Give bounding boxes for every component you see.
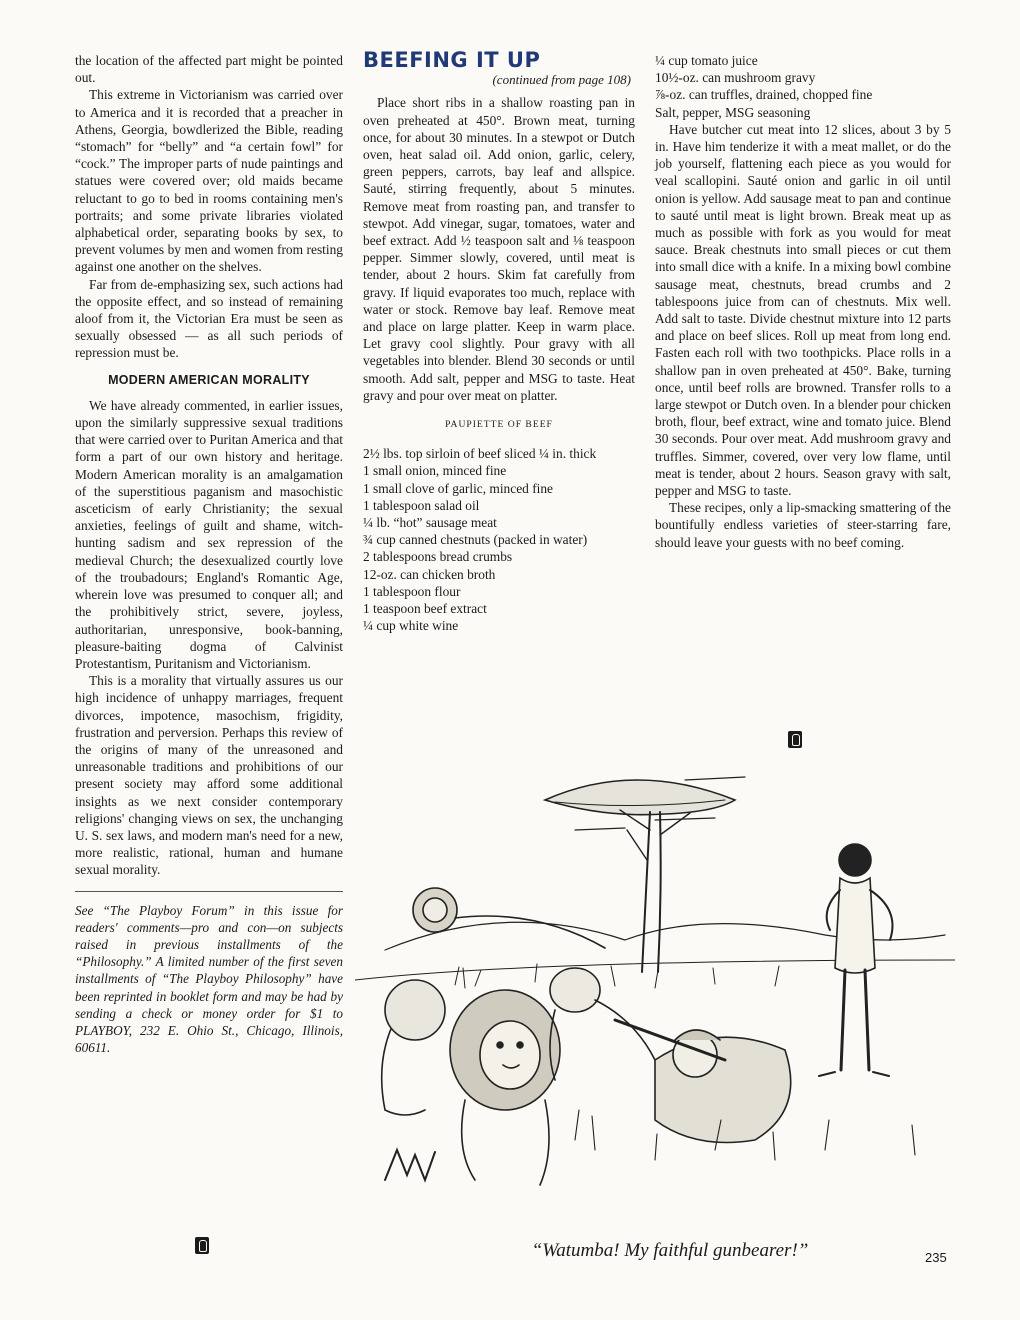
paragraph: We have already commented, in earlier issues, upon the similarly suppressive sexual traditions that were carried over to Puritan America and that form a part of our own history and heritage. Modern American morality is an amalgamation of the superstitious paganism and masochistic asceticism of early Christianity; the sexual anxieties, feelings of guilt and shame, witch-hunting sadism and sex repression of the medieval Church; the desexualized courtly love of the troubadours; England's Romantic Age, wherein love was presumed to conquer all; and the prohibitively strict, severe, joyless, authoritarian, unresponsive, book-banning, pleasure-baiting dogma of Calvinist Protestantism, Puritanism and Victorianism. [75,397,343,671]
divider [75,891,343,892]
paragraph: These recipes, only a lip-smacking smattering of the bountifully endless varieties of steer-starring fare, should leave your guests with no beef coming. [655,500,951,550]
paragraph: This extreme in Victorianism was carried over to America and it is recorded that a preacher in Athens, Georgia, bowdlerized the Bible, reading “stomach” for “belly” and “a certain fowl” for “cock.” The improper parts of nude paintings and statues were covered over; old maids became reluctant to go to bed in rooms containing men's portraits; and some private libraries violated alphabetical order, separating books by sex, to prevent volumes by men and women from resting against one another on the shelves. [75,87,343,275]
ingredient-list [363,445,635,634]
column-philosophy [75,52,343,1056]
ingredient: 2½ lbs. top sirloin of beef sliced ¼ in. thick [363,446,597,462]
ingredient-list [655,52,951,121]
ingredient: ¼ cup white wine [363,618,459,634]
cartoon-illustration [355,760,955,1230]
ingredient: ¼ cup tomato juice [655,53,758,68]
section-heading: MODERN AMERICAN MORALITY [108,372,310,387]
paragraph: Have butcher cut meat into 12 slices, about 3 by 5 in. Have him tenderize it with a meat mallet, or do the job yourself, flattening each piece as you would for veal scallopini. Sauté onion and garlic in oil until onion is yellow. Add sausage meat to pan and continue to sauté until meat is light brown. Break meat up as much as possible with fork as you would for meat sauce. Break chestnuts into small pieces or cut them into small dice with a knife. In a mixing bowl combine sausage meat, chestnuts, bread crumbs and 2 tablespoons juice from can of chestnuts. Mix well. Add salt to taste. Divide chestnut mixture into 12 parts and place on beef slices. Roll up meat from long end. Fasten each roll with two toothpicks. Place rolls in a shallow pan in oven preheated at 450°. Bake, turning once, until beef rolls are browned. Transfer rolls to a large stewpot or Dutch oven. In a blender pour chicken broth, flour, beef extract, wine and tomato juice. Blend 30 seconds. Pour over meat. Add mushroom gravy and truffles. Simmer, covered, over very low flame, until meat is tender, about 2 hours. Season gravy with salt, pepper and MSG to taste. [655,121,951,499]
cartoon-caption: “Watumba! My faithful gunbearer!” [531,1240,809,1261]
continued-note: (continued from page 108) [492,72,631,88]
ingredient: 1 tablespoon salad oil [363,497,480,513]
paragraph: the location of the affected part might be pointed out. [75,53,343,86]
page-number: 235 [925,1250,947,1265]
paragraph: Far from de-emphasizing sex, such actions had the opposite effect, and so instead of remaining aloof from it, the Victorian Era must be seen as sexually obsessed — as all such periods of repression must be. [75,276,343,361]
ingredient: 1 teaspoon beef extract [363,601,487,617]
ingredient: ¾ cup canned chestnuts (packed in water) [363,532,588,548]
ingredient: 1 small clove of garlic, minced fine [363,480,554,496]
column-recipe-continued [655,52,951,551]
paragraph: This is a morality that virtually assures us our high incidence of unhappy marriages, frequent divorces, impotence, masochism, frigidity, frustration and perversion. Perhaps this review of the origins of many of the unreasoned and unreasonable traditions and prohibitions of our present society may afford some additional insights as we next consider contemporary religions' changing views on sex, the unchanging U. S. sex laws, and modern man's need for a new, more realistic, rational, human and humane sexual morality. [75,673,343,878]
ingredient: 1 small onion, minced fine [363,463,507,479]
ingredient: Salt, pepper, MSG seasoning [655,104,811,120]
recipe-subhead: PAUPIETTE OF BEEF [445,419,553,431]
forum-note: See “The Playboy Forum” in this issue for readers' comments—pro and con—on subjects raised in previous installments of the “Philosophy.” A limited number of the first seven installments of “The Playboy Philosophy” have been reprinted in booklet form and may be had by sending a check or money order for $1 to PLAYBOY, 232 E. Ohio St., Chicago, Illinois, 60611. [75,902,343,1056]
rabbit-logo-icon [788,731,802,748]
ingredient: 1 tablespoon flour [363,583,461,599]
column-recipe [363,48,635,635]
paragraph: Place short ribs in a shallow roasting pan in oven preheated at 450°. Brown meat, turning once, for about 30 minutes. In a stewpot or Dutch oven, heat salad oil. Add onion, garlic, celery, green peppers, carrots, bay leaf and allspice. Sauté, stirring frequently, about 5 minutes. Remove meat from roasting pan, and transfer to stewpot. Add vinegar, sugar, tomatoes, water and beef extract. Add ½ teaspoon salt and ⅛ teaspoon pepper. Simmer slowly, covered, until meat is tender, about 2 hours. Skim fat carefully from gravy. If liquid evaporates too much, replace with water or stock. Remove bay leaf. Remove meat and place on large platter. Keep in warm place. Let gravy cool slightly. Pour gravy with all vegetables into blender. Blend 30 seconds or until smooth. Add salt, pepper and MSG to taste. Heat gravy and pour over meat on platter. [363,95,635,403]
ingredient: 2 tablespoons bread crumbs [363,549,513,565]
ingredient: 12-oz. can chicken broth [363,566,496,582]
rabbit-logo-icon [195,1237,209,1254]
ingredient: ⅞-oz. can truffles, drained, chopped fine [655,87,873,103]
ingredient: 10½-oz. can mushroom gravy [655,70,816,86]
article-title: BEEFING IT UP [363,48,541,72]
ingredient: ¼ lb. “hot” sausage meat [363,515,497,531]
